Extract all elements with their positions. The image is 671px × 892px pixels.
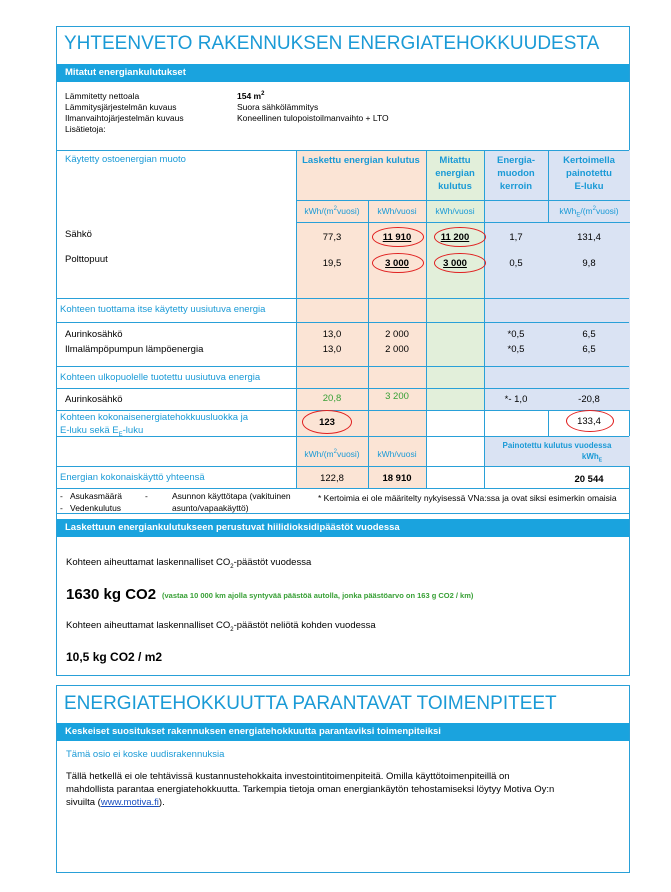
cell-heat-pump-calc-year: 2 000 bbox=[385, 344, 409, 355]
cell-heat-pump-weighted: 6,5 bbox=[582, 344, 596, 355]
cell-firewood-weighted: 9,8 bbox=[582, 258, 596, 269]
motiva-link[interactable]: www.motiva.fi bbox=[100, 797, 159, 808]
total-row-label: Energian kokonaiskäyttö yhteensä bbox=[60, 472, 205, 483]
cell-heat-pump-factor: *0,5 bbox=[507, 344, 525, 355]
row-name-external-solar: Aurinkosähkö bbox=[65, 394, 123, 405]
co2-big2: 10,5 kg CO2 / m2 bbox=[66, 650, 163, 664]
cell-firewood-measured: 3 000 bbox=[443, 258, 467, 269]
co2-big1-note: (vastaa 10 000 km ajolla syntyvää päästöä autolla, jonka päästöarvo on 163 g CO2 / km) bbox=[162, 591, 474, 600]
cell-external-solar-calc-year: 3 200 bbox=[385, 391, 409, 402]
cell-own-solar-calc-year: 2 000 bbox=[385, 329, 409, 340]
unit-measured: kWh/vuosi bbox=[435, 206, 475, 216]
cell-total-calc-m2: 122,8 bbox=[320, 473, 344, 484]
external-renewable-header: Kohteen ulkopuolelle tuotettu uusiutuva energia bbox=[60, 372, 261, 383]
own-renewable-header: Kohteen tuottama itse käytetty uusiutuva energia bbox=[60, 304, 266, 315]
co2-big1: 1630 kg CO2 bbox=[66, 586, 157, 603]
total-unit-year: kWh/vuosi bbox=[377, 449, 417, 459]
measures-paragraph-b: mahdollista parantaa energiatehokkuutta. Tarkempia tietoja oman energiankäytön tehostamiseksi löytyy Motiva Oy:n bbox=[66, 784, 555, 795]
cell-firewood-calc-m2: 19,5 bbox=[322, 258, 342, 269]
co2-line2: Kohteen aiheuttamat laskennalliset $CO_2$-päästöt neliötä kohden vuodessa bbox=[66, 620, 376, 633]
co2-bar: Laskettuun energiankulutukseen perustuvat hiilidioksidipäästöt vuodessa bbox=[57, 519, 629, 537]
col-header-form: Käytetty ostoenergian muoto bbox=[65, 154, 186, 165]
info-label-ventilation: Ilmanvaihtojärjestelmän kuvaus bbox=[65, 113, 184, 123]
measures-subheading: Tämä osio ei koske uudisrakennuksia bbox=[66, 749, 225, 760]
cell-firewood-calc-year: 3 000 bbox=[385, 258, 409, 269]
cell-heat-pump-calc-m2: 13,0 bbox=[322, 344, 342, 355]
cell-electricity-calc-m2: 77,3 bbox=[322, 232, 342, 243]
note-left-a2: Vedenkulutus bbox=[70, 503, 122, 513]
cell-electricity-calc-year: 11 910 bbox=[382, 232, 412, 243]
note-dash: - bbox=[60, 491, 63, 501]
info-label-heating: Lämmitysjärjestelmän kuvaus bbox=[65, 102, 177, 112]
unit-weighted: $kWh_E/(m^2vuosi)$ bbox=[559, 206, 619, 219]
measures-bar: Keskeiset suositukset rakennuksen energiatehokkuutta parantaviksi toimenpiteiksi bbox=[57, 723, 629, 741]
cell-firewood-factor: 0,5 bbox=[509, 258, 523, 269]
measured-bar: Mitatut energiankulutukset bbox=[57, 64, 629, 82]
co2-line1: Kohteen aiheuttamat laskennalliset $CO_2$-päästöt vuodessa bbox=[66, 557, 312, 570]
measures-paragraph-a: Tällä hetkellä ei ole tehtävissä kustannustehokkaita investointitoimenpiteitä. Omilla käyttötoimenpiteillä on bbox=[66, 771, 510, 782]
row-name-electricity: Sähkö bbox=[65, 229, 92, 240]
cell-electricity-factor: 1,7 bbox=[509, 232, 523, 243]
unit-calc-m2: kWh/$(m^2vuosi)$ bbox=[304, 206, 360, 216]
note-dash: - bbox=[145, 491, 148, 501]
info-label-additional: Lisätietoja: bbox=[65, 124, 106, 134]
row-name-heat-pump: Ilmalämpöpumpun lämpöenergia bbox=[65, 344, 204, 355]
cell-own-solar-calc-m2: 13,0 bbox=[322, 329, 342, 340]
cell-external-solar-factor: *- 1,0 bbox=[504, 394, 528, 405]
note-left-b1: Asunnon käyttötapa (vakituinen bbox=[172, 491, 291, 501]
note-left-b2: asunto/vapaakäyttö) bbox=[172, 503, 249, 513]
col-header-weighted: Kertoimella painotettu E-luku bbox=[563, 155, 615, 192]
note-right: * Kertoimia ei ole määritelty nykyisessä VNa:ssa ja ovat siksi esimerkin omaisia bbox=[318, 493, 617, 503]
row-name-firewood: Polttopuut bbox=[65, 254, 108, 265]
highlight-oval bbox=[434, 253, 486, 273]
note-left-a1: Asukasmäärä bbox=[70, 491, 122, 501]
info-label-area: Lämmitetty nettoala bbox=[65, 91, 140, 101]
cell-electricity-weighted: 131,4 bbox=[577, 232, 601, 243]
cell-external-solar-calc-m2: 20,8 bbox=[322, 393, 342, 404]
total-unit-m2: kWh/$(m^2vuosi)$ bbox=[304, 449, 360, 459]
row-name-own-solar: Aurinkosähkö bbox=[65, 329, 123, 340]
note-dash: - bbox=[60, 503, 63, 513]
col-header-calc: Laskettu energian kulutus bbox=[302, 155, 420, 166]
highlight-oval bbox=[566, 410, 614, 432]
info-value-area: 154 $m^2$ bbox=[237, 91, 265, 101]
info-value-heating: Suora sähkölämmitys bbox=[237, 102, 319, 112]
measures-title: ENERGIATEHOKKUUTTA PARANTAVAT TOIMENPITEET bbox=[64, 693, 557, 714]
highlight-oval bbox=[434, 227, 486, 247]
cell-class-weighted: 133,4 bbox=[577, 416, 601, 427]
summary-title: YHTEENVETO RAKENNUKSEN ENERGIATEHOKKUUDESTA bbox=[64, 33, 600, 54]
col-header-factor: Energia- muodon kerroin bbox=[496, 155, 535, 192]
cell-own-solar-factor: *0,5 bbox=[507, 329, 525, 340]
highlight-oval bbox=[372, 227, 424, 247]
weighted-caption: Painotettu kulutus vuodessa kWh$_E$ bbox=[502, 441, 612, 464]
col-header-measured: Mitattu energian kulutus bbox=[435, 155, 475, 192]
highlight-oval bbox=[372, 253, 424, 273]
cell-own-solar-weighted: 6,5 bbox=[582, 329, 596, 340]
cell-total-weighted: 20 544 bbox=[574, 474, 604, 485]
unit-calc-year: kWh/vuosi bbox=[377, 206, 417, 216]
cell-electricity-measured: 11 200 bbox=[440, 232, 470, 243]
highlight-oval bbox=[302, 410, 352, 434]
cell-external-solar-weighted: -20,8 bbox=[578, 394, 600, 405]
measures-paragraph-c: sivuilta (www.motiva.fi). bbox=[66, 797, 165, 808]
info-value-ventilation: Koneellinen tulopoistoilmanvaihto + LTO bbox=[237, 113, 389, 123]
cell-class-calc-m2: 123 bbox=[319, 417, 335, 428]
cell-total-calc-year: 18 910 bbox=[382, 473, 412, 484]
class-row-label: Kohteen kokonaisenergiatehokkuusluokka ja E-luku sekä $E_E$-luku bbox=[60, 412, 249, 438]
